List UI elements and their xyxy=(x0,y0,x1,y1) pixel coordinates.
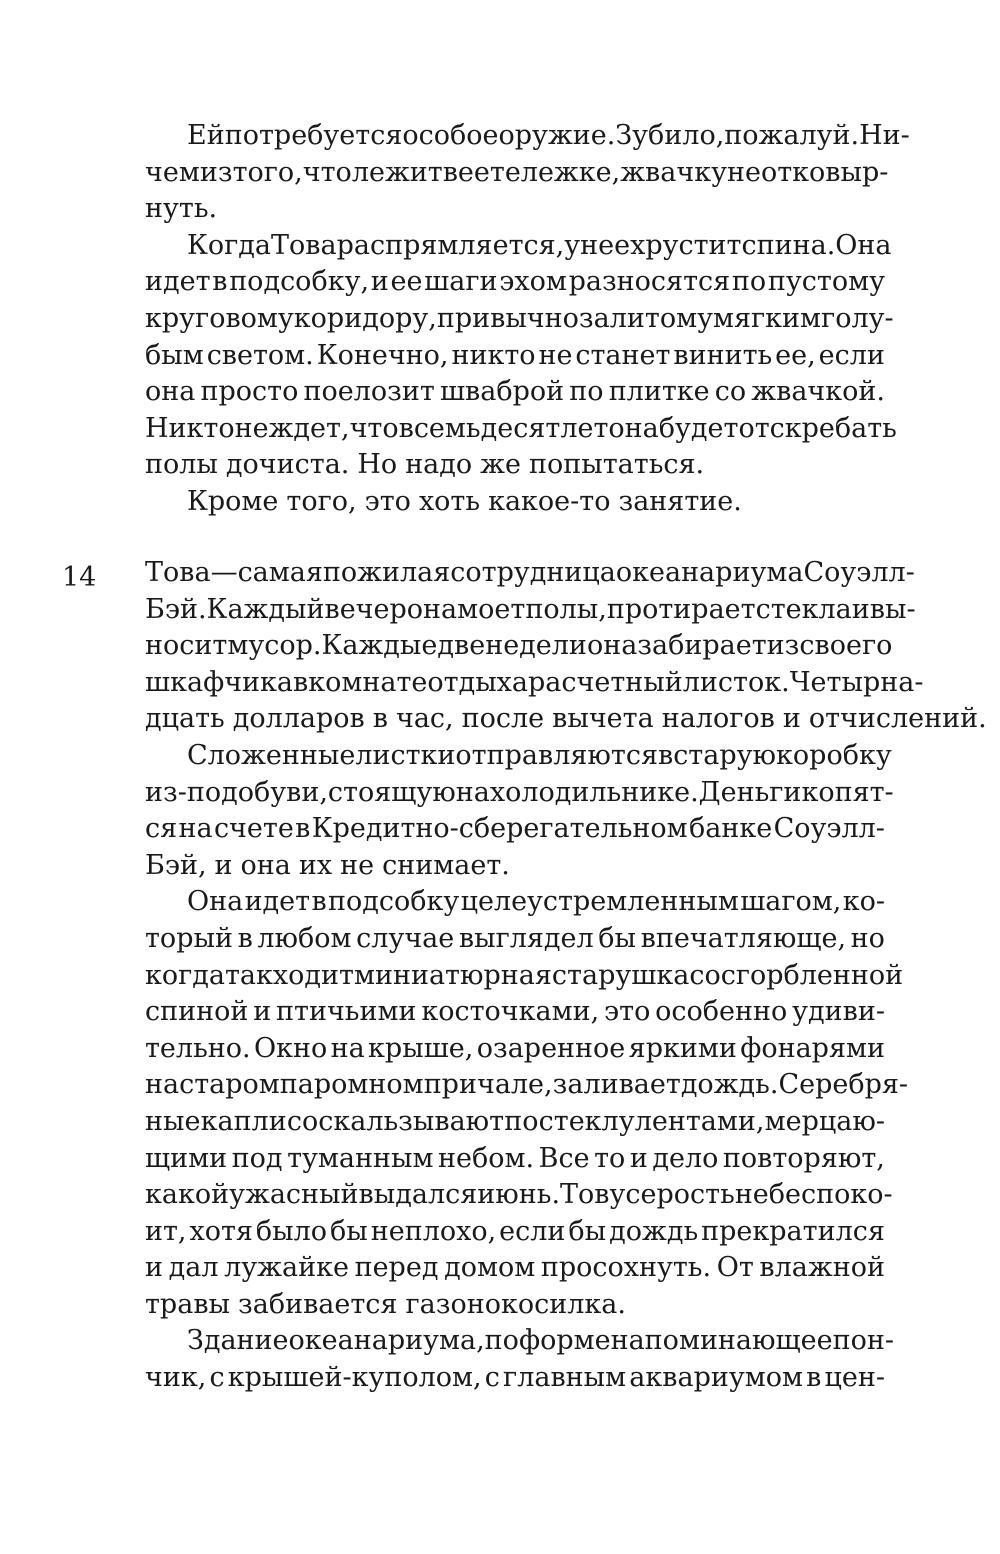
word: заливает xyxy=(552,1069,681,1101)
word: Сложенные xyxy=(187,739,356,771)
text-line xyxy=(145,1323,894,1360)
word: в xyxy=(295,813,311,845)
word: копят- xyxy=(801,776,894,808)
word: когда xyxy=(145,959,225,991)
word: листки xyxy=(355,739,456,771)
word: тельно. xyxy=(145,1032,251,1064)
word: у xyxy=(564,229,581,261)
word: не xyxy=(734,1179,769,1211)
text-line xyxy=(145,848,885,885)
text-line xyxy=(145,1177,893,1214)
word: стоящую xyxy=(327,776,456,808)
word: удиви- xyxy=(792,996,885,1028)
word: Ни- xyxy=(859,120,910,151)
text-line xyxy=(145,1250,885,1287)
text-line xyxy=(145,628,893,665)
text-line xyxy=(145,1360,885,1397)
word: какое-то xyxy=(488,485,611,517)
word: по xyxy=(731,266,767,298)
word: протирает xyxy=(606,593,756,625)
word: Кредитно-сберегательном xyxy=(311,813,688,845)
word: мягким xyxy=(712,302,822,334)
word: старую xyxy=(673,739,777,771)
word: со xyxy=(714,376,747,408)
word: комнате xyxy=(308,666,428,698)
word: вечер xyxy=(324,593,407,625)
word: просохнуть. xyxy=(540,1252,712,1284)
word: не xyxy=(726,156,761,188)
word: пожалуй. xyxy=(724,120,860,151)
word: нуть. xyxy=(145,193,218,225)
word: Това xyxy=(271,229,337,261)
word: небом. xyxy=(438,1142,535,1174)
text-line xyxy=(145,738,892,775)
word: эхом xyxy=(499,266,567,298)
word: ходит xyxy=(272,959,354,991)
word: с xyxy=(209,1362,225,1394)
word: Никто xyxy=(145,412,235,444)
word: соскальзывают xyxy=(286,1105,505,1137)
word: банке xyxy=(689,813,773,845)
word: Когда xyxy=(187,229,272,261)
text-line xyxy=(145,1141,885,1178)
word: Серебря- xyxy=(778,1069,909,1101)
word: привычно xyxy=(436,302,579,334)
word: подсобку, xyxy=(229,266,370,298)
word: шагом, xyxy=(740,886,842,918)
word: было xyxy=(255,1215,328,1247)
word: голу- xyxy=(821,302,894,334)
word: главным xyxy=(503,1362,627,1394)
word: она xyxy=(586,630,638,662)
word: того, xyxy=(286,485,357,517)
word: счете xyxy=(213,813,294,845)
word: озаренное xyxy=(476,1032,626,1064)
word: пон- xyxy=(832,1325,894,1357)
word: выдался xyxy=(358,1179,478,1211)
word: в xyxy=(398,412,414,444)
word: она xyxy=(608,412,659,444)
word: Соуэлл- xyxy=(773,813,885,845)
word: распрямляется, xyxy=(336,229,565,261)
word: подсобку xyxy=(327,886,460,918)
word: чик, xyxy=(145,1362,207,1394)
word: бы xyxy=(598,922,637,954)
word: дал xyxy=(168,1252,219,1284)
word: Но xyxy=(357,449,398,481)
word: особенно xyxy=(655,996,788,1028)
word: прекратился xyxy=(701,1215,885,1247)
word: и xyxy=(253,996,272,1028)
text-line xyxy=(145,264,885,301)
text-line xyxy=(145,301,894,338)
word: не xyxy=(234,412,269,444)
word: ко- xyxy=(842,886,885,918)
word: форме xyxy=(518,1325,611,1357)
word: Четырна- xyxy=(789,666,924,698)
word: на xyxy=(178,813,213,845)
word: крышей-куполом, xyxy=(227,1362,482,1394)
word: крыше, xyxy=(368,1032,474,1064)
word: их xyxy=(298,849,333,881)
word: со xyxy=(689,959,721,991)
word: яркими xyxy=(628,1032,737,1064)
word: ужасный xyxy=(229,1179,359,1211)
word: Това xyxy=(145,557,211,588)
word: под xyxy=(231,1142,283,1174)
word: самая xyxy=(237,557,323,588)
word: что xyxy=(349,412,399,444)
word: две xyxy=(437,630,486,662)
word: вычета xyxy=(552,703,654,735)
word: шкафчика xyxy=(145,666,294,698)
word: винить xyxy=(673,339,773,371)
word: бы xyxy=(330,1215,368,1247)
word: с xyxy=(484,1362,500,1394)
word: серость xyxy=(625,1179,735,1211)
word: случае xyxy=(356,922,455,954)
word: Она xyxy=(187,886,244,918)
word: старушка xyxy=(551,959,690,991)
word: холодильнике. xyxy=(489,776,699,808)
word: в xyxy=(237,922,253,954)
word: носит xyxy=(145,630,228,662)
word: щими xyxy=(145,1142,228,1174)
word: оружие. xyxy=(498,120,616,151)
word: отчислений. xyxy=(808,703,987,735)
word: что xyxy=(302,156,352,188)
word: нее xyxy=(580,229,631,261)
page-number: 14 xyxy=(62,562,97,593)
word: забивается xyxy=(238,1288,398,1320)
word: если xyxy=(499,1215,566,1247)
word: напоминающее xyxy=(610,1325,833,1357)
word: в xyxy=(806,1362,822,1394)
word: мусор. xyxy=(227,630,322,662)
text-line xyxy=(145,484,885,521)
word: впечатляюще, xyxy=(640,922,847,954)
word: особое xyxy=(402,120,499,151)
word: Конечно, xyxy=(316,339,449,371)
word: потребуется xyxy=(224,120,403,151)
word: и xyxy=(782,703,801,735)
text-line xyxy=(145,592,916,629)
word: это xyxy=(604,996,651,1028)
word: жвачкой. xyxy=(751,376,885,408)
text-line xyxy=(145,811,885,848)
text-line xyxy=(145,228,892,265)
word: Кроме xyxy=(187,485,279,517)
word: газонокосилка. xyxy=(405,1288,626,1320)
word: капли xyxy=(200,1105,287,1137)
text-line xyxy=(145,155,889,192)
text-line xyxy=(145,775,894,812)
word: и xyxy=(145,1252,163,1284)
word: в xyxy=(212,266,228,298)
word: хоть xyxy=(418,485,481,517)
word: Бэй. xyxy=(145,593,207,625)
word: отправляются xyxy=(455,739,658,771)
word: после xyxy=(461,703,545,735)
word: ся xyxy=(145,813,178,845)
word: сгорбленной xyxy=(720,959,904,991)
word: хрустит xyxy=(630,229,742,261)
word: спиной xyxy=(145,996,249,1028)
word: паромном xyxy=(279,1069,424,1101)
word: коридору, xyxy=(293,302,437,334)
text-line xyxy=(145,958,904,995)
word: не xyxy=(538,339,573,371)
word: отковыр- xyxy=(760,156,889,188)
word: Тову xyxy=(560,1179,626,1211)
word: спина. xyxy=(741,229,836,261)
word: того, xyxy=(232,156,303,188)
word: лежит xyxy=(351,156,443,188)
word: дочиста. xyxy=(225,449,350,481)
word: забирает xyxy=(637,630,767,662)
word: в xyxy=(657,739,674,771)
word: ее xyxy=(390,266,423,298)
word: попытаться. xyxy=(529,449,705,481)
word: занятие. xyxy=(618,485,742,517)
word: полы xyxy=(145,449,218,481)
word: вы- xyxy=(869,593,916,625)
text-line xyxy=(145,411,897,448)
word: океанариума, xyxy=(288,1325,485,1357)
word: поелозит xyxy=(303,376,435,408)
word: беспоко- xyxy=(768,1179,893,1211)
word: отскребать xyxy=(738,412,897,444)
word: листок. xyxy=(682,666,790,698)
word: надо xyxy=(405,449,473,481)
word: идет xyxy=(145,266,211,298)
word: фонарями xyxy=(740,1032,885,1064)
text-line xyxy=(145,338,885,375)
word: дело xyxy=(652,1142,719,1174)
word: по xyxy=(504,1105,539,1137)
word: Деньги xyxy=(698,776,802,808)
word: сотрудница xyxy=(450,557,616,588)
word: Соуэлл- xyxy=(803,557,915,588)
text-line xyxy=(145,374,885,411)
word: час, xyxy=(395,703,454,735)
word: туманным xyxy=(287,1142,434,1174)
word: коробку xyxy=(776,739,892,771)
word: птичьими xyxy=(276,996,417,1028)
word: пожилая xyxy=(322,557,451,588)
word: светом. xyxy=(206,339,314,371)
word: снимает. xyxy=(382,849,510,881)
word: причале, xyxy=(423,1069,553,1101)
word: перед xyxy=(354,1252,439,1284)
text-line xyxy=(145,1287,885,1324)
word: на xyxy=(330,1032,365,1064)
word: в xyxy=(372,703,388,735)
word: неплохо, xyxy=(370,1215,497,1247)
word: по xyxy=(569,376,604,408)
text-line xyxy=(145,191,885,228)
word: она xyxy=(240,849,291,881)
word: миниатюрная xyxy=(353,959,552,991)
word: — xyxy=(210,557,238,588)
text-line xyxy=(145,1067,909,1104)
word: и xyxy=(629,1142,648,1174)
word: так xyxy=(225,959,273,991)
word: Окно xyxy=(253,1032,328,1064)
word: Здание xyxy=(187,1325,289,1357)
word: пустому xyxy=(767,266,885,298)
word: круговому xyxy=(145,302,294,334)
word: это xyxy=(364,485,411,517)
word: не xyxy=(340,849,375,881)
word: мерцаю- xyxy=(764,1105,885,1137)
word: июнь. xyxy=(477,1179,561,1211)
word: какой xyxy=(145,1179,230,1211)
word: она xyxy=(145,376,196,408)
word: хотя xyxy=(189,1215,253,1247)
word: Каждый xyxy=(206,593,325,625)
word: лет xyxy=(560,412,609,444)
word: ждет, xyxy=(268,412,350,444)
text-line xyxy=(145,665,924,702)
text-line xyxy=(145,447,885,484)
word: налогов xyxy=(661,703,775,735)
word: тележке, xyxy=(489,156,621,188)
word: ее xyxy=(457,156,490,188)
word: бы xyxy=(568,1215,607,1247)
word: из-под xyxy=(145,776,238,808)
text-section-one xyxy=(145,118,910,521)
word: и xyxy=(370,266,389,298)
word: дождь. xyxy=(680,1069,779,1101)
text-line xyxy=(145,921,885,958)
word: никто xyxy=(451,339,536,371)
word: бым xyxy=(145,339,204,371)
text-line xyxy=(145,555,915,592)
word: дождь xyxy=(609,1215,699,1247)
word: но xyxy=(850,922,885,954)
word: дцать xyxy=(145,703,225,735)
word: Зубило, xyxy=(615,120,725,151)
text-line xyxy=(145,1214,885,1251)
word: Она xyxy=(835,229,892,261)
word: цен- xyxy=(824,1362,885,1394)
word: жвачку xyxy=(620,156,727,188)
word: будет xyxy=(658,412,739,444)
word: аквариумом xyxy=(629,1362,803,1394)
word: долларов xyxy=(232,703,365,735)
word: домом xyxy=(444,1252,536,1284)
word: ит, xyxy=(145,1215,187,1247)
text-line xyxy=(145,701,987,738)
word: на xyxy=(145,1069,180,1101)
word: стеклу xyxy=(538,1105,635,1137)
word: же xyxy=(480,449,521,481)
word: любом xyxy=(257,922,352,954)
word: влажной xyxy=(759,1252,885,1284)
word: обуви, xyxy=(237,776,328,808)
word: полы, xyxy=(525,593,607,625)
text-line xyxy=(145,994,885,1031)
word: недели xyxy=(485,630,587,662)
word: и xyxy=(851,593,870,625)
word: плитке xyxy=(608,376,710,408)
word: и xyxy=(214,849,233,881)
word: океанариума xyxy=(615,557,804,588)
word: из xyxy=(766,630,800,662)
word: целеустремленным xyxy=(460,886,739,918)
word: Каждые xyxy=(321,630,438,662)
word: лужайке xyxy=(224,1252,349,1284)
word: лентами, xyxy=(634,1105,765,1137)
word: Бэй, xyxy=(145,849,207,881)
word: своего xyxy=(799,630,893,662)
word: в xyxy=(311,886,327,918)
word: если xyxy=(818,339,885,371)
word: моет xyxy=(457,593,526,625)
text-section-two xyxy=(145,555,987,1397)
word: косточками, xyxy=(421,996,600,1028)
word: то xyxy=(594,1142,626,1174)
word: ее, xyxy=(775,339,816,371)
word: стекла xyxy=(755,593,852,625)
word: Ей xyxy=(187,120,225,151)
text-line xyxy=(145,1031,885,1068)
word: по xyxy=(484,1325,519,1357)
word: старом xyxy=(179,1069,280,1101)
word: на xyxy=(455,776,490,808)
word: шаги xyxy=(424,266,498,298)
word: травы xyxy=(145,1288,231,1320)
word: станет xyxy=(575,339,671,371)
word: повторяют, xyxy=(722,1142,885,1174)
word: торый xyxy=(145,922,233,954)
word: она xyxy=(406,593,458,625)
word: в xyxy=(293,666,309,698)
word: разносятся xyxy=(568,266,731,298)
text-line xyxy=(145,1104,885,1141)
word: От xyxy=(716,1252,754,1284)
word: выглядел xyxy=(458,922,594,954)
word: шваброй xyxy=(439,376,565,408)
word: семьдесят xyxy=(413,412,561,444)
word: Все xyxy=(538,1142,590,1174)
word: идет xyxy=(244,886,311,918)
word: отдыха xyxy=(427,666,529,698)
word: из xyxy=(199,156,233,188)
word: расчетный xyxy=(528,666,683,698)
word: ные xyxy=(145,1105,201,1137)
text-line xyxy=(145,118,910,155)
text-line xyxy=(145,884,885,921)
word: залитому xyxy=(578,302,713,334)
word: чем xyxy=(145,156,200,188)
word: в xyxy=(442,156,458,188)
word: просто xyxy=(200,376,299,408)
